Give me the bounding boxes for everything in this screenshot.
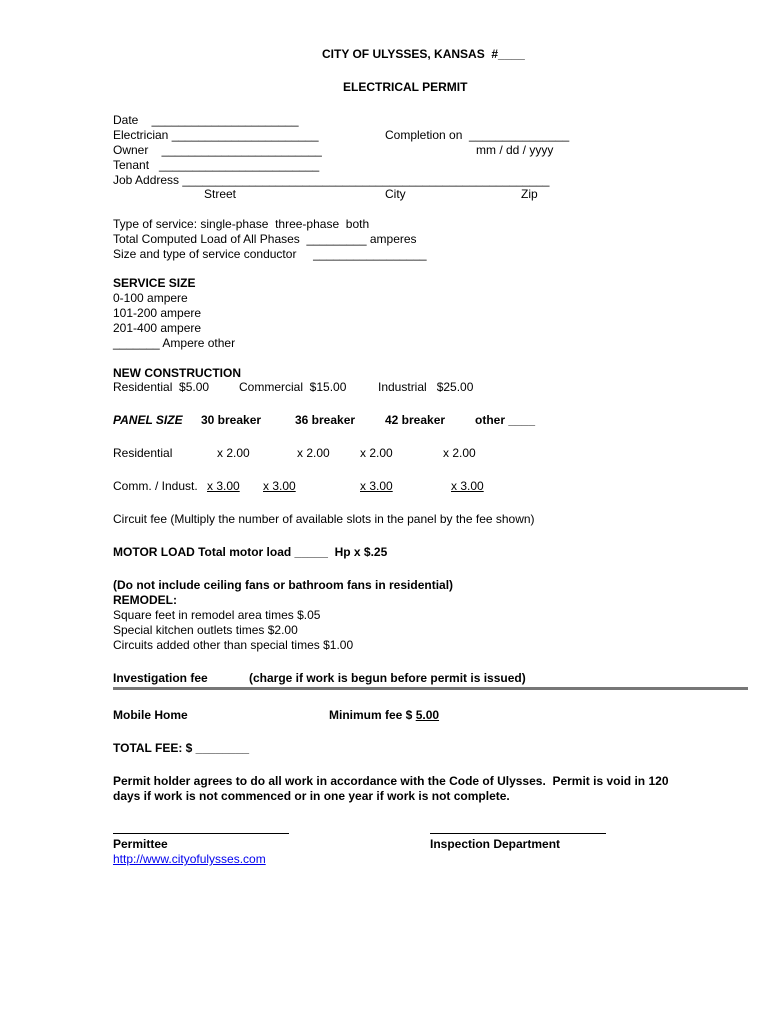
circuit-fee-note: Circuit fee (Multiply the number of available slots in the panel by the fee shown) [113, 512, 535, 526]
new-construction-heading: NEW CONSTRUCTION [113, 366, 241, 380]
panel-column-header: 36 breaker [295, 413, 356, 427]
date-format-hint: mm / dd / yyyy [476, 143, 554, 157]
minimum-fee-label: Minimum fee $ [329, 708, 416, 722]
service-size-heading: SERVICE SIZE [113, 276, 196, 290]
permittee-signature-line [113, 833, 289, 834]
agreement-line: days if work is not commenced or in one year if work is not complete. [113, 789, 510, 803]
tenant-field: Tenant ________________________ [113, 158, 320, 172]
service-size-option: 201-400 ampere [113, 321, 202, 335]
panel-column-header: 42 breaker [385, 413, 446, 427]
service-size-option: 0-100 ampere [113, 291, 188, 305]
section-divider [113, 687, 748, 690]
city-website-link[interactable]: http://www.cityofulysses.com [113, 852, 266, 866]
panel-column-header: other ____ [475, 413, 536, 427]
remodel-item: Square feet in remodel area times $.05 [113, 608, 321, 622]
permit-title: ELECTRICAL PERMIT [343, 80, 468, 94]
agreement-line: Permit holder agrees to do all work in accordance with the Code of Ulysses. Permit is void in 120 [113, 774, 669, 788]
minimum-fee [329, 708, 439, 722]
commercial-fee: Commercial $15.00 [239, 380, 347, 394]
owner-field: Owner ________________________ [113, 143, 322, 157]
remodel-item: Special kitchen outlets times $2.00 [113, 623, 298, 637]
job-address-field: Job Address _______________________________________________________ [113, 173, 550, 187]
street-label: Street [204, 187, 237, 201]
motor-load: MOTOR LOAD Total motor load _____ Hp x $.25 [113, 545, 388, 559]
investigation-fee-note: (charge if work is begun before permit is issued) [249, 671, 526, 685]
electrician-field: Electrician ______________________ [113, 128, 319, 142]
panel-residential-value: x 2.00 [297, 446, 330, 460]
service-conductor: Size and type of service conductor _________________ [113, 247, 427, 261]
residential-fee: Residential $5.00 [113, 380, 210, 394]
panel-residential-value: x 2.00 [360, 446, 393, 460]
service-size-option: 101-200 ampere [113, 306, 202, 320]
panel-comm-value: x 3.00 [451, 479, 484, 493]
remodel-heading: REMODEL: [113, 593, 177, 607]
panel-residential-value: x 2.00 [443, 446, 476, 460]
remodel-note: (Do not include ceiling fans or bathroom fans in residential) [113, 578, 454, 592]
panel-residential-label: Residential [113, 446, 173, 460]
investigation-fee-label: Investigation fee [113, 671, 208, 685]
inspection-signature-line [430, 833, 606, 834]
service-type: Type of service: single-phase three-phase both [113, 217, 370, 231]
panel-comm-value: x 3.00 [207, 479, 240, 493]
panel-column-header: 30 breaker [201, 413, 262, 427]
industrial-fee: Industrial $25.00 [378, 380, 474, 394]
date-field: Date ______________________ [113, 113, 299, 127]
inspection-department-label: Inspection Department [430, 837, 561, 851]
minimum-fee-value: 5.00 [415, 708, 440, 722]
panel-comm-value: x 3.00 [263, 479, 296, 493]
panel-comm-value: x 3.00 [360, 479, 393, 493]
mobile-home-label: Mobile Home [113, 708, 188, 722]
service-size-option: _______ Ampere other [113, 336, 236, 350]
panel-size-heading: PANEL SIZE [113, 413, 183, 427]
permittee-label: Permittee [113, 837, 168, 851]
city-label: City [385, 187, 406, 201]
total-fee: TOTAL FEE: $ ________ [113, 741, 250, 755]
panel-comm-label: Comm. / Indust. [113, 479, 198, 493]
zip-label: Zip [521, 187, 538, 201]
panel-residential-value: x 2.00 [217, 446, 250, 460]
completion-field: Completion on _______________ [385, 128, 570, 142]
remodel-item: Circuits added other than special times $1.00 [113, 638, 354, 652]
permit-header-title: CITY OF ULYSSES, KANSAS #____ [322, 47, 525, 61]
computed-load: Total Computed Load of All Phases _________ amperes [113, 232, 417, 246]
